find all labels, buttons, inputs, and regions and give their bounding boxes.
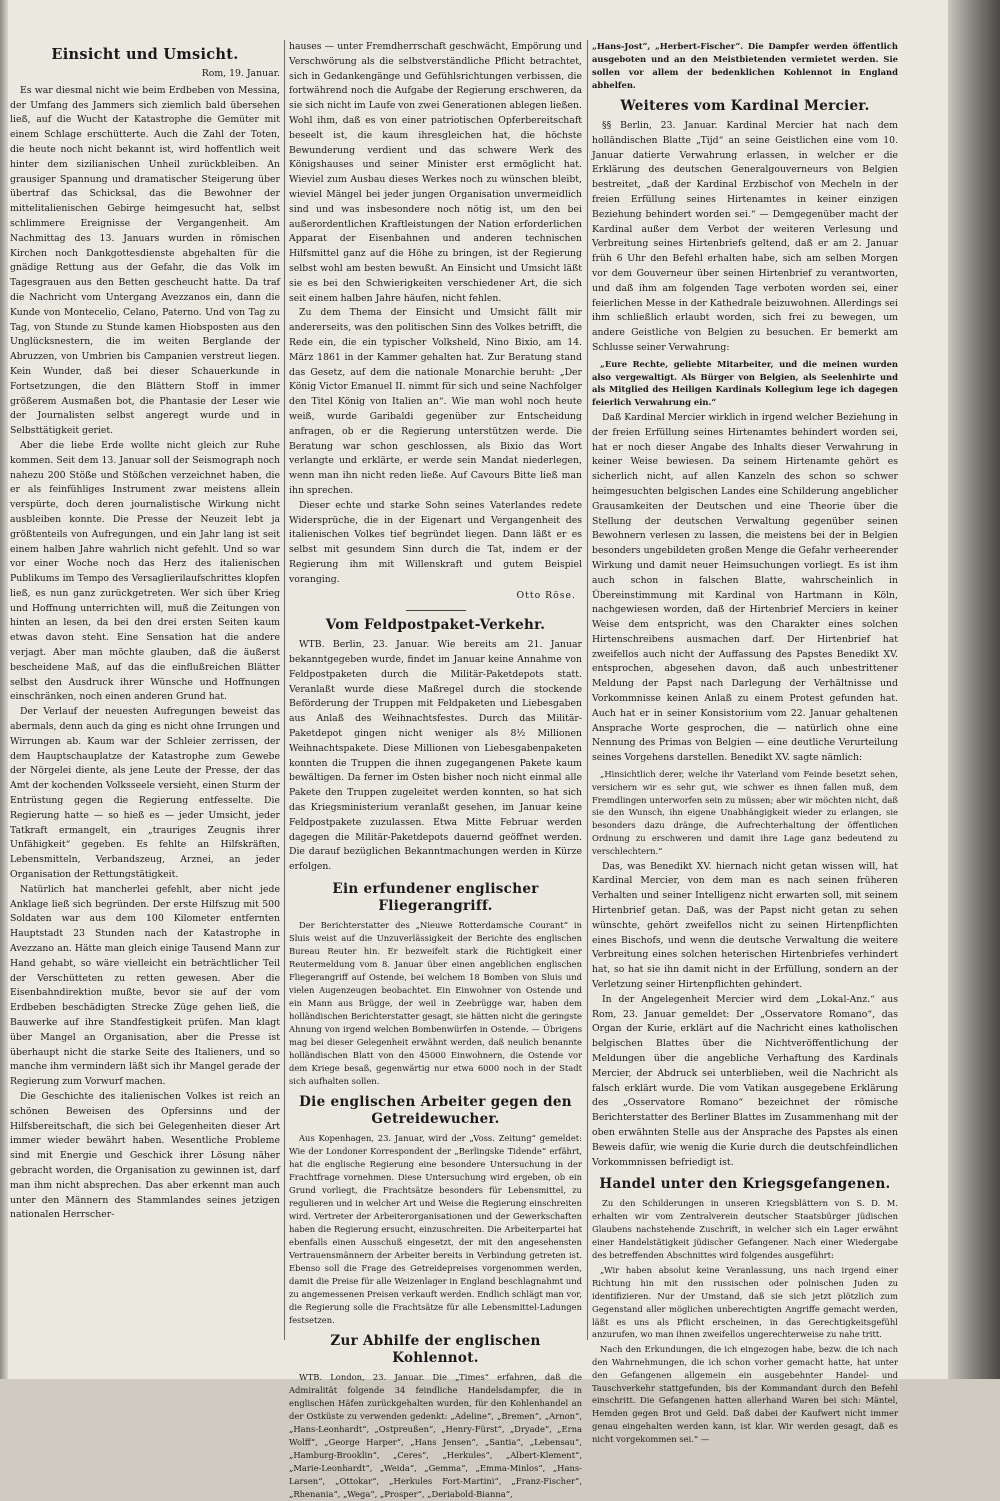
column-rule: [587, 40, 588, 1340]
article-paragraph: Aber die liebe Erde wollte nicht gleich zur Ruhe kommen. Seit dem 13. Januar soll der Seismograph noch nahezu 200 Stöße und Stößchen verzeichnet haben, die er als feinfühliges Instrument zwar meistens allein verspürte, doch deren journalistische Wirkung nicht ausbleiben konnte. Die Presse der Neuzeit lebt ja größtenteils von Aufregungen, und ein Jahr lang ist seit einem halben Jahre wahrlich nicht gefehlt. Und so war vor einer Woche noch das Herz des italienischen Publikums im Tempo des Versaglierilaufschrittes klopfen ließ, es nun ganz zurückgetreten. Wer sich über Krieg und Hoffnung unterrichten will, muß die Zeitungen von hinten an lesen, da bei den drei ersten Seiten kaum etwas davon steht. Eine Sensation hat die andere verjagt. Aber man möchte glauben, daß die äußerst bescheidene Maß, auf das die einflußreichen Blätter selbst den Ausdruck ihrer Wünsche und Hoffnungen einschränken, noch einen anderen Grund hat.: [10, 439, 280, 703]
article-heading: Zur Abhilfe der englischen Kohlennot.: [330, 1333, 541, 1367]
article-paragraph: Aus Kopenhagen, 23. Januar, wird der „Voss. Zeitung“ gemeldet: Wie der Londoner Korrespondent der „Berlingske Tidende“ erfährt, hat die englische Regierung eine besondere Untersuchung in der Frachtfrage vornehmen. Diese Untersuchung wird ergeben, ob ein Grund vorliegt, die Frachtsätze besonders für Lebensmittel, zu regulieren und in welcher Art und Weise die Regierung einschreiten wird. Vertreter der Arbeiterorganisationen und der Gewerkschaften haben die Regierung ersucht, einzuschreiten. Die Arbeiterpartei hat ebenfalls einen Ausschuß eingesetzt, der mit den angesehensten Vertrauensmännern der Arbeiter bereits in Verbindung getreten ist. Ebenso soll die Frage des Getreidepreises vorgenommen werden, damit die Preise für alle Weizenlager in England beschlagnahmt und zu angemessenen Preisen verkauft werden. Endlich schlägt man vor, die Regierung solle die Frachtsätze für alle Lebensmittel-Ladungen festsetzen.: [289, 1133, 582, 1326]
dateline: Rom, 19. Januar.: [201, 68, 280, 79]
article-heading: Einsicht und Umsicht.: [51, 46, 239, 63]
quoted-passage: Nach den Erkundungen, die ich eingezogen habe, bezw. die ich nach den Wahrnehmungen, die ich schon vorher gemacht hatte, hat unter den Gefangenen allgemein ein ausgebehnter Handel- und Tauschverkehr stattgefunden, bis der Kommandant durch den Befehl einschritt. Die Gefangenen hatten allerhand Waren bei sich: Mäntel, Hemden gegen Brot und Geld. Daß dabei der Kaufwert nicht immer genau eingehalten werden kann, ist klar. Wir werden gesagt, daß es nicht vorgekommen sei.“ —: [592, 1344, 898, 1444]
column-rule: [284, 40, 285, 1340]
page-curl-shadow: [948, 0, 1000, 1379]
article-paragraph: Die Geschichte des italienischen Volkes ist reich an schönen Beweisen des Opfersinns und der Hilfsbereitschaft, die sich bei Gelegenheiten dieser Art immer wieder bewährt haben. Wesentliche Probleme sind mit Energie und Geschick ihrer Lösung näher gebracht worden, die Organisation zu gewinnen ist, darf man ihm nicht absprechen. Das aber erkennt man auch unter den Männern des Stammlandes seines jetzigen nationalen Herrscher-: [10, 1090, 280, 1221]
article-paragraph: Das, was Benedikt XV. hiernach nicht getan wissen will, hat Kardinal Mercier, von dem man es nach seinen früheren Verhalten und seiner Intelligenz nicht erwarten soll, mit seinem Hirtenbrief getan. Daß, was der Papst nicht getan zu sehen wünschte, gehört zweifellos nicht zu seinen Hirtenpflichten eines Bischofs, und wenn die deutsche Verwaltung die weitere Verbreitung eines solchen heterischen Hirtenbriefes verhindert hat, so hat sie ihn damit nicht in der Erfüllung, sondern an der Verletzung seiner Hirtenpflichten gehindert.: [592, 860, 898, 991]
column-right: [592, 40, 898, 1444]
page-binding-edge: [0, 0, 8, 1379]
article-heading: Ein erfundener englischer Fliegerangriff.: [332, 881, 539, 915]
article-paragraph: Der Verlauf der neuesten Aufregungen beweist das abermals, denn auch da ging es nicht ohne Irrungen und Wirrungen ab. Kaum war der Schleier zerrissen, der dem Hauptschauplatze der Katastrophe zum Gewebe der Nörgelei diente, als jene Leute der Presse, der das Amt der kochenden Volksseele versieht, einen Sturm der Entrüstung gegen die Regierung entfesselte. Die Regierung hatte — so hieß es — jeder Umsicht, jeder Tatkraft ermangelt, ein „trauriges Zeugnis ihrer Unfähigkeit“ gegeben. Es fehlte an Hilfskräften, Lebensmitteln, Verbandszeug, Arznei, an jeder Organisation der Rettungstätigkeit.: [10, 706, 280, 881]
quoted-passage: „Wir haben absolut keine Veranlassung, uns nach irgend einer Richtung hin mit den russischen oder polnischen Juden zu identifizieren. Nur der Umstand, daß sie sich jetzt plötzlich zum Gegenstand aller möglichen unberechtigten Angriffe gemacht werden, läßt es uns als Pflicht erscheinen, in das Gerechtigkeitsgefühl anzurufen, wo man ihnen zweifellos ungerechterweise zu nahe tritt.: [592, 1265, 898, 1340]
separator: [406, 610, 466, 611]
quoted-passage: „Eure Rechte, geliebte Mitarbeiter, und die meinen wurden also vergewaltigt. Als Bürger von Belgien, als Seelenhirte und als Mitglied des Heiligen Kardinals Kollegium lege ich dagegen feierlich Verwahrung ein.“: [592, 358, 898, 408]
quoted-passage: „Hinsichtlich derer, welche ihr Vaterland vom Feinde besetzt sehen, versichern wir es sehr gut, wie schwer es ihnen fallen muß, dem Fremdlingen unterworfen sein zu müssen; aber wir möchten nicht, daß sie den Wunsch, ihn eigene Unabhängigkeit wieder zu erlangen, sie besonders dazu dränge, die Aufrechterhaltung der öffentlichen Ordnung zu erschweren und damit ihre Lage ganz bedeutend zu verschlechtern.“: [592, 769, 898, 856]
article-paragraph: §§ Berlin, 23. Januar. Kardinal Mercier hat nach dem holländischen Blatte „Tijd“ an seine Geistlichen eine vom 10. Januar datierte Verwahrung erlassen, in welcher er die Erklärung des deutschen Generalgouverneurs von Belgien bestreitet, „daß der Kardinal Erzbischof von Mecheln in der freien Erfüllung seines Hirtenamtes in keiner einzigen Beziehung behindert worden sei.“ — Demgegenüber macht der Kardinal außer dem Verbot der weiteren Verlesung und Verbreitung seines Hirtenbriefs geltend, daß er am 2. Januar früh 6 Uhr den Befehl erhalten habe, sich am selben Morgen vor dem Gouverneur über seinen Hirtenbrief zu verantworten, und daß ihm am folgenden Tage verboten worden sei, einer feierlichen Messe in der Kathedrale beizuwohnen. Allerdings sei ihm schließlich erlaubt worden, sich frei zu bewegen, um andere Geistliche von Belgien zu besuchen. Er bemerkt am Schlusse seiner Verwahrung:: [592, 120, 898, 353]
article-paragraph: Daß Kardinal Mercier wirklich in irgend welcher Beziehung in der freien Erfüllung seines Hirtenamtes behindert worden sei, hat er noch dieser Angabe des Inhalts dieser Verwahrung in keiner Weise bewiesen. Da seinem Hirtenamte gehört es sicherlich nicht, auf allen Kanzeln des schon so schwer heimgesuchten belgischen Landes eine Schilderung angeblicher Grausamkeiten der Deutschen und eine Theorie über die Stellung der deutschen Verwaltung gegenüber seinen Bewohnern verlesen zu lassen, die meistens bei der in Belgien besonders ungebildeten großen Menge die Gefahr verheerender Wirkung und damit neuer Heimsuchungen vorliegt. Es ist ihm auch schon in falschen Blatte, wahrscheinlich in Übereinstimmung mit Kardinal von Hartmann in Köln, nachgewiesen worden, daß der Hirtenbrief Merciers in keiner Weise dem entspricht, was den Charakter eines solchen Hirtenschreibens ausmachen darf. Der Hirtenbrief hat zweifellos auch nicht der Auffassung des Papstes Benedikt XV. entsprochen, abgesehen davon, daß auch unbestrittener Meldung der Papst nach Darlegung der Verhältnisse und Vorkommnisse keinen Anlaß zu einem Protest gefunden hat. Auch hat er in seiner Konsistorium vom 22. Januar gehaltenen Ansprache Worte gesprochen, die — natürlich ohne eine Nennung des Primas von Belgien — eine deutliche Verurteilung seines Vorgehens darstellen. Benedikt XV. sagte nämlich:: [592, 411, 898, 764]
article-heading: Vom Feldpostpaket-Verkehr.: [325, 617, 546, 634]
article-paragraph: Zu dem Thema der Einsicht und Umsicht fällt mir andererseits, was den politischen Sinn des Volkes betrifft, die Rede ein, die ein typischer Volksheld, Nino Bixio, am 14. März 1861 in der Kammer gehalten hat. Zur Beratung stand das Gesetz, auf dem die nationale Monarchie beruht: „Der König Victor Emanuel II. nimmt für sich und seine Nachfolger den Titel König von Italien an“. Wie man wohl noch heute weiß, wurde Garibaldi gegenüber zur Entscheidung anfragen, ob er die Regierung unterstützen werde. Die Beratung war schon geschlossen, als Bixio das Wort verlangte und erklärte, er werde sein Mandat niederlegen, wenn man ihn nicht reden ließe. Auf Cavours Bitte ließ man ihn sprechen.: [289, 307, 582, 496]
article-paragraph: Der Berichterstatter des „Nieuwe Rotterdamsche Courant“ in Sluis weist auf die Unzuverlässigkeit der Berichte des englischen Bureau Reuter hin. Er bezweifelt stark die Richtigkeit einer Reutermeldung vom 8. Januar über einen angeblichen englischen Fliegerangriff auf Ostende, bei welchem 18 Bomben von Sluis und vielen Augenzeugen beobachtet. Ein Einwohner von Ostende und ein Mann aus Brügge, der weil in Zeebrügge war, haben dem holländischen Berichterstatter gesagt, sie hätten nicht die geringste Ahnung von irgend welchen Bombenwürfen in Ostende. — Übrigens mag bei dieser Gelegenheit erwähnt werden, daß neulich benannte holländischen Blatt von den 45000 Einwohnern, die Ostende vor dem Kriege besaß, gegenwärtig nur etwa 6000 noch in der Stadt sich aufhalten sollen.: [289, 920, 582, 1087]
article-heading: Die englischen Arbeiter gegen den Getreidewucher.: [299, 1094, 572, 1128]
author-signature: Otto Röse.: [516, 590, 576, 602]
article-paragraph: hauses — unter Fremdherrschaft geschwächt, Empörung und Verschwörung als die selbstverständliche Pflicht betrachtet, sich in Gedankengänge und Gefühlsrichtungen verbissen, die fortwährend noch die Aufgabe der Regierung erschweren, da sie sich nicht im Laufe von zwei Generationen ablegen ließen. Wohl ihm, daß es von einer patriotischen Opferbereitschaft beseelt ist, die kaum ihresgleichen hat, die höchste Bewunderung verdient und das schwere Werk des Königshauses und seiner Minister erst ermöglicht hat. Wieviel zum Ausbau dieses Werkes noch zu wünschen bleibt, wieviel Mängel bei jeder jungen Organisation unvermeidlich sind und was insbesondere noch nötig ist, um den bei außerordentlichen Kraftleistungen der Nation erforderlichen Apparat der Eisenbahnen und anderen technischen Hilfsmittel ganz auf die Höhe zu bringen, ist der Regierung selbst wohl am besten bewußt. An Einsicht und Umsicht läßt sie es bei den Schwierigkeiten verschiedener Art, die sich seit einem halben Jahre häufen, nicht fehlen.: [289, 41, 582, 304]
article-paragraph: Es war diesmal nicht wie beim Erdbeben von Messina, der Umfang des Jammers sich ziemlich bald übersehen ließ, auf die Wucht der Katastrophe die Gemüter mit einem Schlage erschütterte. Auch die Zahl der Toten, die heute noch nicht bekannt ist, wird hoffentlich weit hinter dem sizilianischen Unheil zurückbleiben. An grausiger Spannung und dramatischer Steigerung über übertraf das Schicksal, das die Bewohner der mittelitalienischen Gebirge heimgesucht hat, selbst schlimmere Ereignisse der Vergangenheit. Am Nachmittag des 13. Januars wurden in römischen Kirchen noch Dankgottesdienste abgehalten für die gnädige Rettung aus der Gefahr, die das Volk im Tagesgrauen aus den Betten gescheucht hatte. Da traf die Nachricht vom Untergang Avezzanos ein, dann die Kunde von Montecelio, Celano, Paterno. Und von Tag zu Tag, von Stunde zu Stunde kamen Hiobsposten aus den Unglücksnestern, die im weiten Berglande der Abruzzen, von Umbrien bis Campanien verstreut liegen. Kein Wunder, daß bei dieser Schauerkunde in Fortsetzungen, die den Blättern Stoff in immer größerem Ausmaßen bot, die Phantasie der Leser wie der Journalisten selbst angeregt wurde und in Selbsttätigkeit geriet.: [10, 84, 280, 437]
article-paragraph: WTB. London, 23. Januar. Die „Times“ erfahren, daß die Admiralität folgende 34 feindliche Handelsdampfer, die in englischen Häfen zurückgehalten wurden, für den Kohlenhandel an der Ostküste zu verwenden gedenkt: „Adeline“, „Bremen“, „Arnon“, „Hans-Leonhardt“, „Ostpreußen“, „Henry-Fürst“, „Dryade“, „Erna Wolff“, „George Harper“, „Hans Jensen“, „Santia“, „Lebensau“, „Hamburg-Brooklin“, „Ceres“, „Herkules“, „Albert-Klement“, „Marie-Leonhardt“, „Weida“, „Gemma“, „Emma-Minlos“, „Hans-Larsen“, „Ottokar“, „Herkules Fort-Martini“, „Franz-Fischer“, „Rhenania“, „Wega“, „Prosper“, „Deriabold-Bianna“,: [289, 1372, 582, 1500]
article-paragraph: Dieser echte und starke Sohn seines Vaterlandes redete Widersprüche, die in der Eigenart und Vergangenheit des italienischen Volkes tief begründet liegen. Dann läßt er es selbst mit gesundem Sinn durch die Tat, indem er der Regierung ihm mit Willenskraft und gutem Beispiel voranging.: [289, 499, 582, 585]
article-paragraph: WTB. Berlin, 23. Januar. Wie bereits am 21. Januar bekanntgegeben wurde, findet im Januar keine Annahme von Feldpostpaketen durch die Militär-Paketdepots statt. Veranlaßt wurde diese Maßregel durch die stockende Beförderung der Truppen mit Feldpaketen und Liebesgaben aus Anlaß des Weihnachtsfestes. Durch das Militär-Paketdepot gingen nicht weniger als 8½ Millionen Weihnachtspakete. Diese Millionen von Liebesgabenpaketen konnten die Truppen die ihnen zugegangenen Pakete kaum bewältigen. Da ferner im Osten bisher noch nicht einmal alle Pakete den Truppen zugeleitet werden konnten, so hat sich das Kriegsministerium veranlaßt gesehen, im Januar keine Feldpostpakete zuzulassen. Etwa Mitte Februar werden dagegen die Militär-Paketdepots dauernd geöffnet werden. Die darauf bezüglichen Bekanntmachungen werden in Kürze erfolgen.: [289, 639, 582, 873]
article-paragraph: Zu den Schilderungen in unseren Kriegsblättern von S. D. M. erhalten wir vom Zentralverein deutscher Staatsbürger jüdischen Glaubens nachstehende Zuschrift, in welcher sich ein Lager erwähnt einer Handelstätigkeit jüdischer Gefangener. Nach einer Wiedergabe des betreffenden Abschnittes wird folgendes ausgeführt:: [592, 1198, 898, 1261]
column-middle: [289, 40, 582, 1500]
article-heading: Handel unter den Kriegsgefangenen.: [599, 1176, 891, 1193]
article-heading: Weiteres vom Kardinal Mercier.: [620, 98, 870, 114]
article-paragraph: „Hans-Jost“, „Herbert-Fischer“. Die Dampfer werden öffentlich ausgeboten und an den Meistbietenden vermietet werden. Sie sollen vor allem der bedenklichen Kohlennot in England abhelfen.: [592, 41, 898, 90]
article-paragraph: Natürlich hat mancherlei gefehlt, aber nicht jede Anklage ließ sich begründen. Der erste Hilfszug mit 500 Soldaten war aus dem 100 Kilometer entfernten Hauptstadt 23 Stunden nach der Katastrophe in Avezzano an. Hätte man gleich einige Tausend Mann zur Hand gehabt, so wäre vielleicht ein beträchtlicher Teil der Verschütteten zu retten gewesen. Aber die Eisenbahndirektion mußte, bevor sie auf der vom Erdbeben beschädigten Strecke Züge gehen ließ, die Bauwerke auf ihre Standfestigkeit prüfen. Man klagt über Mangel an Organisation, aber die Presse ist überhaupt nicht die starke Seite des Italieners, und so manche ihm vermindern läßt sich ihr Mangel gerade der Regierung zum Vorwurf machen.: [10, 883, 280, 1088]
column-left: [10, 40, 280, 1340]
article-paragraph: In der Angelegenheit Mercier wird dem „Lokal-Anz.“ aus Rom, 23. Januar gemeldet: Der „Osservatore Romano“, das Organ der Kurie, erklärt auf die Nachricht eines katholischen belgischen Blattes über die Nichtveröffentlichung der Meldungen über die angebliche Verhaftung des Kardinals Mercier, der Abdruck sei unterblieben, weil die Nachricht als falsch erklärt wurde. Die vom Vatikan ausgegebene Erklärung des „Osservatore Romano“ bezeichnet der römische Berichterstatter des Berliner Blattes im Zusammenhang mit der oben erwähnten Stelle aus der Ansprache des Papstes als einen Beweis dafür, wie wenig die Kurie durch die deutschfeindlichen Vorkommnissen befriedigt ist.: [592, 993, 898, 1168]
